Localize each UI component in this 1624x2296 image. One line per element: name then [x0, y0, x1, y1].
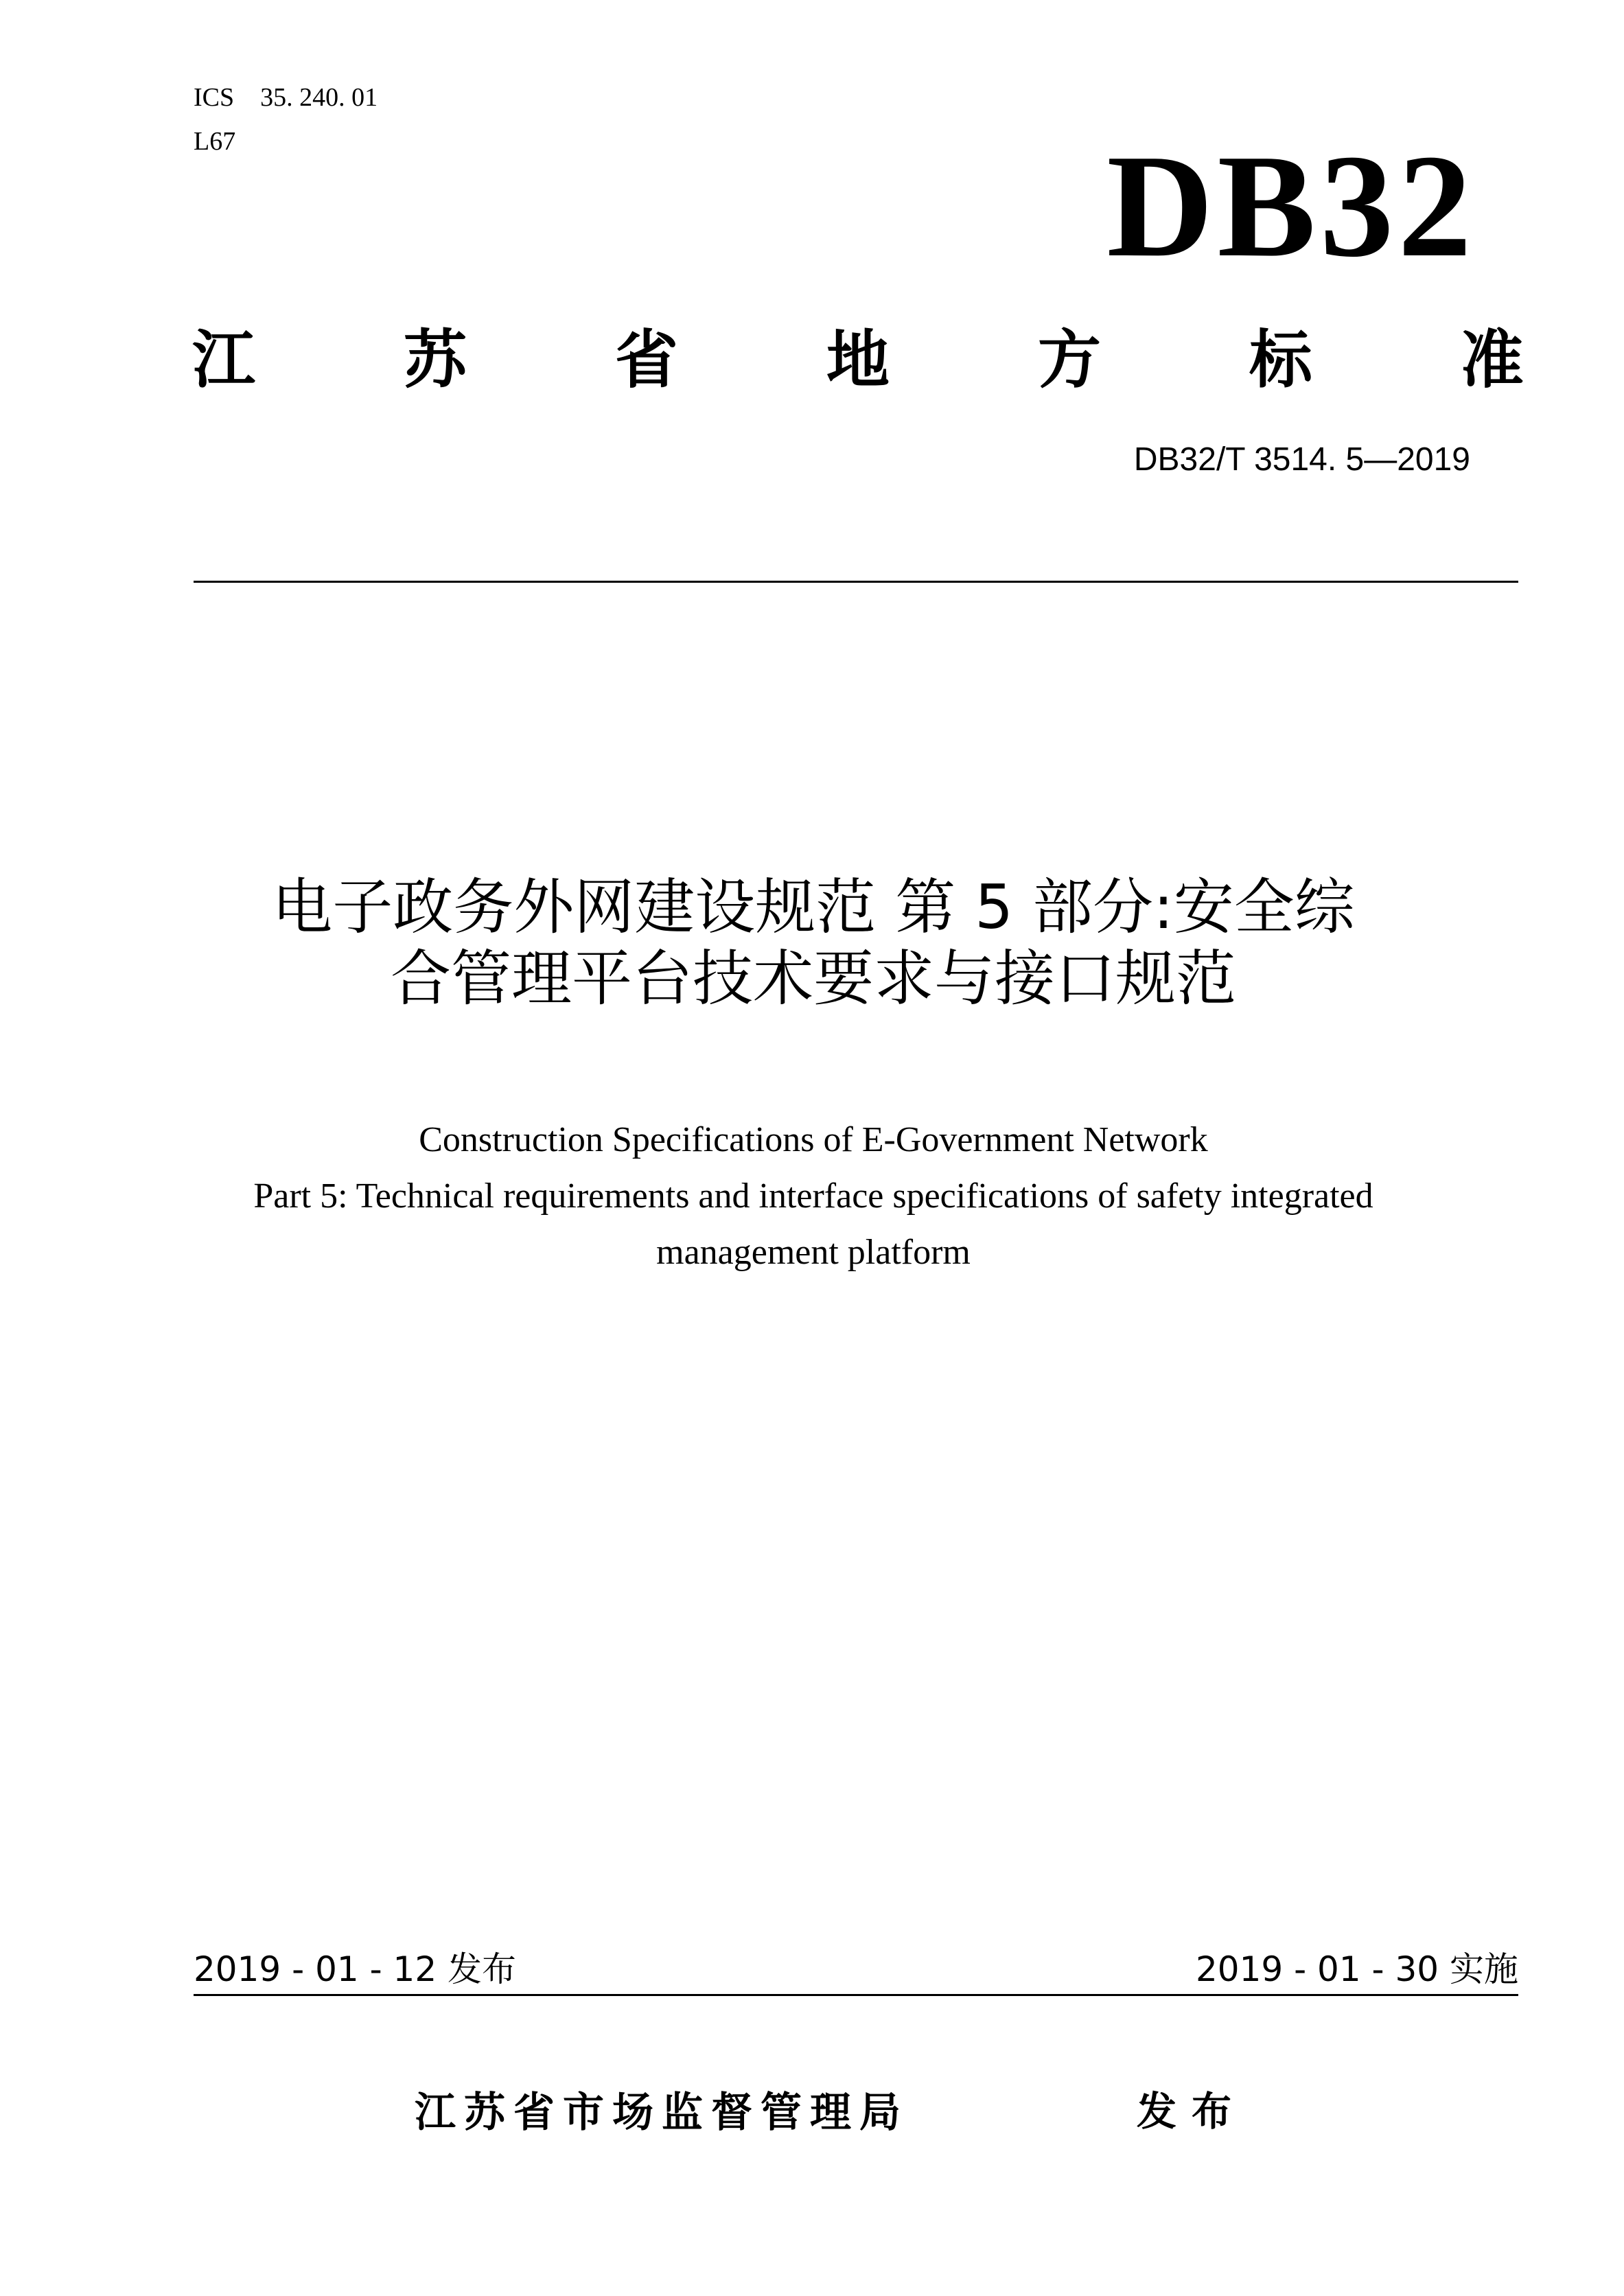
footer-divider [194, 1994, 1518, 1996]
standard-logo: DB32 [1106, 124, 1476, 288]
standard-type-char: 省 [614, 323, 678, 397]
ics-label: ICS [194, 83, 235, 112]
clc-code: L67 [194, 127, 236, 156]
standard-type-char: 标 [1249, 323, 1312, 397]
ics-classification [194, 82, 378, 113]
issuing-authority: 江苏省市场监督管理局 [415, 2089, 909, 2137]
implementation-date: 2019 - 01 - 30 实施 [1195, 1949, 1518, 1989]
header-divider [194, 581, 1518, 583]
ics-code: 35. 240. 01 [260, 83, 378, 112]
standard-type-char: 苏 [403, 323, 467, 397]
title-english-line: management platform [656, 1233, 971, 1272]
standard-type-char: 方 [1037, 323, 1101, 397]
title-english [124, 1112, 1503, 1281]
standard-type-char: 江 [192, 323, 256, 397]
issue-action: 发布 [1137, 2088, 1247, 2135]
title-english-line: Part 5: Technical requirements and interface specifications of safety integrated [253, 1176, 1373, 1216]
title-chinese [124, 872, 1503, 1014]
title-chinese-line: 合管理平台技术要求与接口规范 [390, 943, 1236, 1014]
standard-type-heading [192, 323, 1524, 398]
standard-type-char: 准 [1460, 323, 1524, 397]
issue-date: 2019 - 01 - 12 发布 [194, 1949, 517, 1989]
title-english-line: Construction Specifications of E-Government Network [419, 1120, 1208, 1159]
title-chinese-line: 电子政务外网建设规范 第 5 部分:安全综 [272, 872, 1355, 942]
standard-type-char: 地 [826, 323, 890, 397]
standard-number: DB32/T 3514. 5—2019 [1133, 441, 1470, 478]
